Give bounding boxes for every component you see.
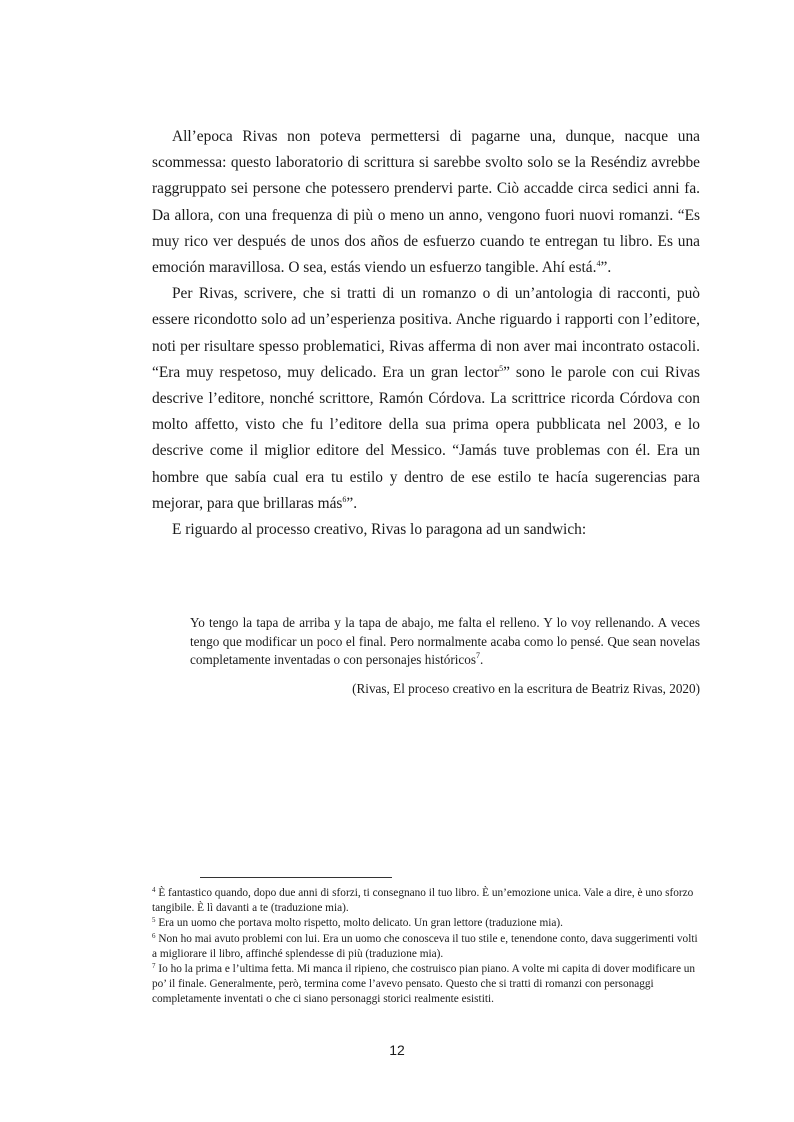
footnotes	[152, 886, 700, 1008]
paragraph-2: Per Rivas, scrivere, che si tratti di un romanzo o di un’antologia di racconti, può essere ricondotto solo ad un’esperienza positiva. Anche riguardo i rapporti con l’editore, noti per risultare spesso problematici, Rivas afferma di non aver mai incontrato ostacoli. “Era muy respetoso, muy delicado. Era un gran lector$^5$” sono le parole con cui Rivas descrive l’editore, nonché scrittore, Ramón Córdova. La scrittrice ricorda Córdova con molto affetto, visto che fu l’editore della sua prima opera pubblicata nel 2003, e lo descrive come il miglior editore del Messico. “Jamás tuve problemas con él. Era un hombre que sabía cual era tu estilo y dentro de ese estilo te hacía sugerencias para mejorar, para que brillaras más$^6$”.	[152, 285, 700, 512]
paragraph-1: All’epoca Rivas non poteva permettersi di pagarne una, dunque, nacque una scommessa: questo laboratorio di scrittura si sarebbe svolto solo se la Reséndiz avrebbe raggruppato sei persone che potessero prendervi parte. Ciò accadde circa sedici anni fa. Da allora, con una frequenza di più o meno un anno, vengono fuori nuovi romanzi. “Es muy rico ver después de unos dos años de esfuerzo cuando te entregan tu libro. Es una emoción maravillosa. O sea, estás viendo un esfuerzo tangible. Ahí está.$^4$”.	[152, 128, 700, 277]
paragraph-3: E riguardo al processo creativo, Rivas lo paragona ad un sandwich:	[172, 521, 587, 539]
footnote-ref-7[interactable]: 7	[476, 651, 481, 661]
footnote-ref-4[interactable]: 4	[596, 259, 601, 269]
footnote-6: $^6$ Non ho mai avuto problemi con lui. Era un uomo che conosceva il tuo stile e, tenendone conto, dava suggerimenti volti a migliorare il libro, affinché splendesse di più (traduzione mia).	[152, 931, 698, 960]
footnote-separator	[200, 877, 392, 878]
footnote-ref-5[interactable]: 5	[499, 363, 504, 373]
footnote-4: $^4$ È fantastico quando, dopo due anni di sforzi, ti consegnano il tuo libro. È un’emozione unica. Vale a dire, è uno sforzo tangibile. È lì davanti a te (traduzione mia).	[152, 886, 694, 915]
block-quote: Yo tengo la tapa de arriba y la tapa de abajo, me falta el relleno. Y lo voy rellenando. A veces tengo que modificar un poco el final. Pero normalmente acaba como lo pensé. Que sean novelas completamente inventadas o con personajes históricos$^7$.	[190, 615, 700, 668]
footnote-5: $^5$ Era un uomo che portava molto rispetto, molto delicato. Un gran lettore (traduzione mia).	[152, 916, 564, 930]
page-number: 12	[389, 1042, 405, 1058]
quote-citation: (Rivas, El proceso creativo en la escritura de Beatriz Rivas, 2020)	[352, 681, 700, 696]
footnote-7: $^7$ Io ho la prima e l’ultima fetta. Mi manca il ripieno, che costruisco pian piano. A volte mi capita di dover modificare un po’ il finale. Generalmente, però, termina come l’avevo pensato. Questo che si tratti di romanzi con personaggi completamente inventati o che ci siano personaggi storici realmente esistiti.	[152, 962, 696, 1006]
footnote-ref-6[interactable]: 6	[342, 494, 347, 504]
body-text	[152, 124, 700, 543]
